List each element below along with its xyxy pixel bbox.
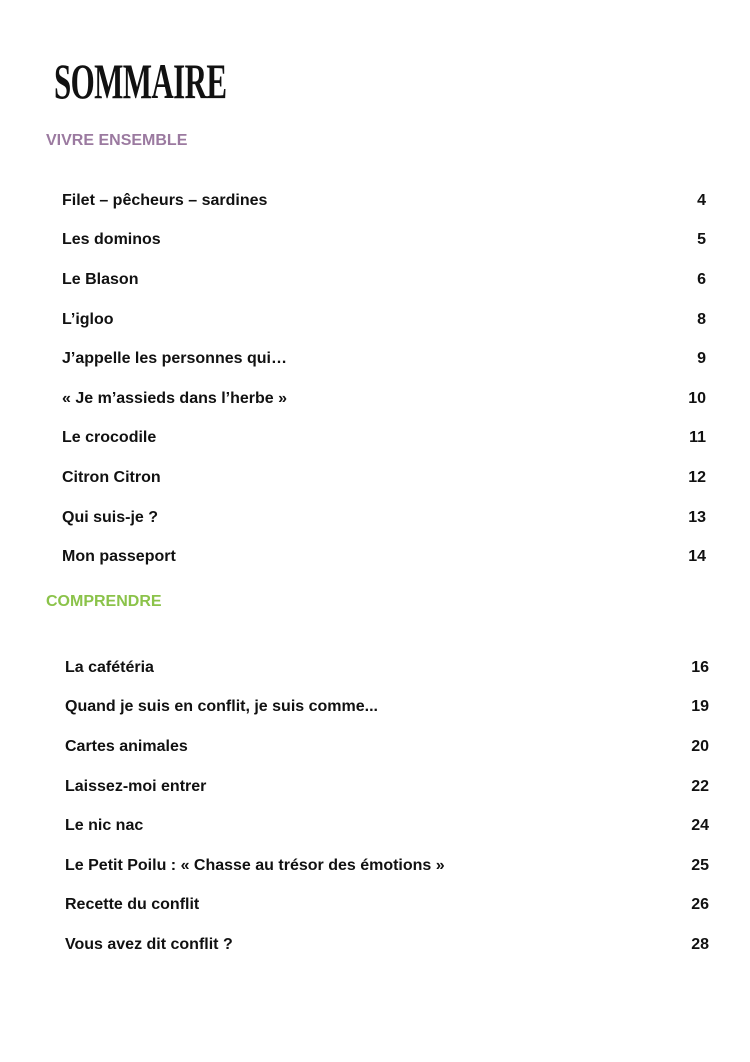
toc-entry[interactable]	[62, 221, 706, 261]
toc-entry-title: Le Blason	[62, 270, 139, 288]
toc-entry-title: Le nic nac	[65, 817, 144, 835]
toc-entry-page: 14	[688, 548, 706, 566]
toc-entry-page: 24	[691, 817, 709, 835]
section-heading-comprendre: COMPRENDRE	[46, 593, 162, 610]
toc-entry-page: 5	[697, 231, 706, 249]
toc-entry-page: 28	[691, 935, 709, 953]
toc-entry-title: Recette du conflit	[65, 896, 200, 914]
toc-entry[interactable]	[62, 458, 706, 498]
toc-entry-title: Le Petit Poilu : « Chasse au trésor des émotions »	[65, 856, 445, 874]
toc-entry-title: Citron Citron	[62, 468, 161, 486]
page-title: SOMMAIRE	[54, 53, 227, 109]
toc-entry[interactable]	[62, 379, 706, 419]
toc-entry-page: 19	[691, 698, 709, 716]
toc-entry-title: Vous avez dit conflit ?	[65, 935, 233, 953]
toc-entry-page: 10	[688, 389, 706, 407]
toc-entry-page: 11	[689, 429, 706, 447]
toc-entry-page: 9	[697, 350, 706, 368]
toc-entry-title: « Je m’assieds dans l’herbe »	[62, 389, 288, 407]
toc-entry-title: Laissez-moi entrer	[65, 777, 207, 795]
toc-entry-title: J’appelle les personnes qui…	[62, 350, 287, 368]
toc-entry[interactable]	[62, 181, 706, 221]
toc-entry[interactable]	[65, 925, 709, 965]
toc-list-vivre-ensemble	[62, 181, 706, 577]
toc-entry[interactable]	[65, 806, 709, 846]
toc-entry-page: 16	[691, 658, 709, 676]
toc-entry-title: Filet – pêcheurs – sardines	[62, 191, 268, 209]
toc-entry[interactable]	[62, 260, 706, 300]
toc-entry[interactable]	[62, 498, 706, 538]
toc-entry-page: 22	[691, 777, 709, 795]
toc-entry[interactable]	[65, 727, 709, 767]
toc-entry[interactable]	[65, 886, 709, 926]
toc-entry-page: 12	[688, 468, 706, 486]
toc-entry-page: 26	[691, 896, 709, 914]
toc-entry-page: 4	[697, 191, 706, 209]
toc-entry-title: Le crocodile	[62, 429, 157, 447]
toc-entry-page: 25	[691, 856, 709, 874]
toc-entry-title: La cafétéria	[65, 658, 154, 676]
toc-entry-page: 20	[691, 737, 709, 755]
section-heading-vivre-ensemble: VIVRE ENSEMBLE	[46, 132, 188, 149]
toc-entry[interactable]	[65, 688, 709, 728]
toc-entry-title: Les dominos	[62, 231, 161, 249]
toc-entry-title: Cartes animales	[65, 737, 188, 755]
toc-entry[interactable]	[65, 767, 709, 807]
toc-entry-title: Qui suis-je ?	[62, 508, 159, 526]
toc-entry-title: L’igloo	[62, 310, 114, 328]
toc-entry[interactable]	[62, 339, 706, 379]
toc-entry-page: 13	[688, 508, 706, 526]
toc-entry[interactable]	[65, 846, 709, 886]
toc-entry-title: Mon passeport	[62, 548, 176, 566]
toc-list-comprendre	[65, 648, 709, 965]
toc-entry-page: 8	[697, 310, 706, 328]
toc-entry[interactable]	[65, 648, 709, 688]
toc-entry-title: Quand je suis en conflit, je suis comme...	[65, 698, 378, 716]
toc-entry[interactable]	[62, 419, 706, 459]
toc-entry[interactable]	[62, 537, 706, 577]
toc-entry[interactable]	[62, 300, 706, 340]
toc-entry-page: 6	[697, 270, 706, 288]
